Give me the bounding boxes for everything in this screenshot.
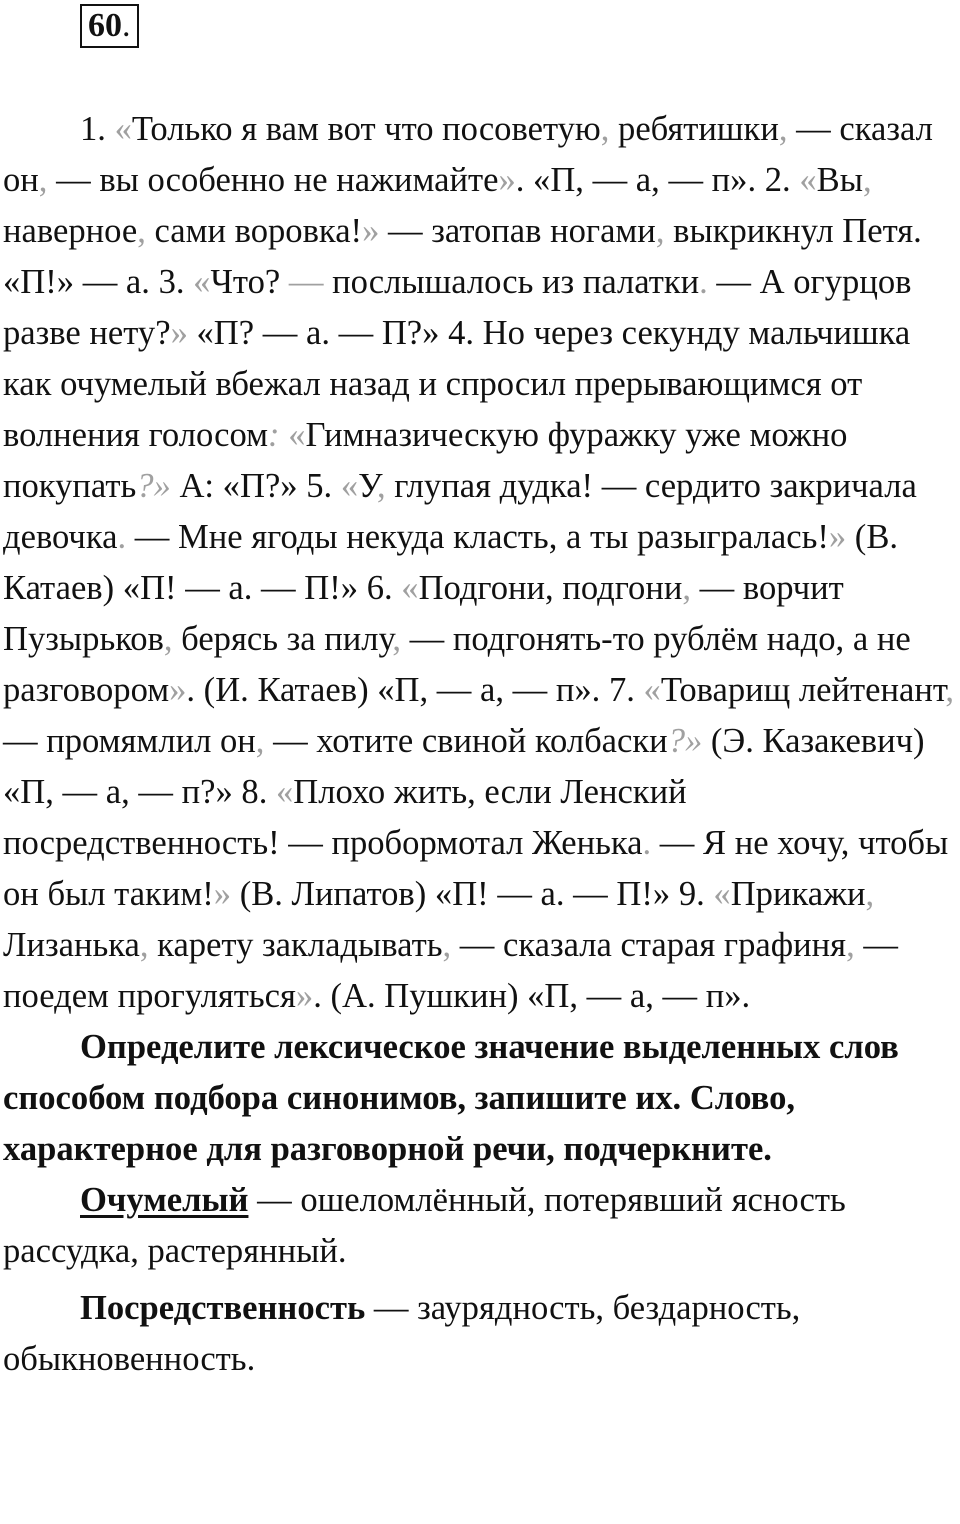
definition-1 (3, 1175, 958, 1277)
definition-2-term: Посредственность (80, 1289, 366, 1327)
highlighted-punctuation: « (340, 467, 359, 505)
highlighted-punctuation: , (945, 671, 955, 709)
text-segment: — Я не хочу, чтобы он был таким! (3, 824, 949, 913)
exercise-body (3, 104, 958, 1385)
text-segment: — Мне ягоды некуда класть, а ты разыгралась! (126, 518, 829, 556)
highlighted-punctuation: , (38, 161, 48, 199)
text-segment: . (И. Катаев) «П, — а, — п». 7. (186, 671, 644, 709)
highlighted-punctuation: , (255, 722, 265, 760)
highlighted-punctuation: , (376, 467, 386, 505)
text-segment: 1. (80, 110, 115, 148)
highlighted-punctuation: , (655, 212, 665, 250)
text-segment: наверное (3, 212, 138, 250)
highlighted-punctuation: « (643, 671, 661, 709)
highlighted-punctuation: , (600, 110, 610, 148)
highlighted-punctuation: » (295, 977, 314, 1015)
text-segment: сами воровка! (145, 212, 363, 250)
definition-2-text: — заурядность, бездарность, обыкновенность. (3, 1289, 801, 1378)
highlighted-punctuation: « (401, 569, 419, 607)
highlighted-punctuation: , (682, 569, 692, 607)
highlighted-punctuation: « (288, 416, 306, 454)
definition-2 (3, 1283, 958, 1385)
text-segment: Плохо жить, если Ленский посредственность! — пробормотал Женька (3, 773, 687, 862)
text-segment: — сказала старая графиня (451, 926, 847, 964)
task-instruction: Определите лексическое значение выделенных слов способом подбора синонимов, запишите их. Слово, характерное для разговорной речи, подчеркните. (3, 1028, 899, 1168)
highlighted-punctuation: , (778, 110, 788, 148)
highlighted-punctuation: , (442, 926, 452, 964)
text-segment: ребятишки (609, 110, 779, 148)
answer-paragraph (3, 104, 958, 1022)
highlighted-punctuation: » (362, 212, 380, 250)
text-segment: . (А. Пушкин) «П, — а, — п». (313, 977, 751, 1015)
text-segment: «П? — а. — П?» 4. Но через секунду мальчишка как очумелый вбежал назад и спросил прерывающимся от волнения голосом (3, 314, 911, 454)
exercise-number-box (80, 4, 139, 48)
highlighted-punctuation: « (114, 110, 132, 148)
highlighted-punctuation: » (498, 161, 516, 199)
highlighted-punctuation: , (846, 926, 855, 964)
text-segment: Товарищ лейтенант (660, 671, 946, 709)
text-segment: — затопав ногами (379, 212, 656, 250)
text-segment: карету закладывать (148, 926, 443, 964)
text-segment: — промямлил он (3, 722, 256, 760)
text-segment: послышалось из палатки (323, 263, 700, 301)
highlighted-punctuation: » (828, 518, 847, 556)
highlighted-punctuation: . (117, 518, 127, 556)
text-segment (280, 416, 289, 454)
text-segment: — поедем прогуляться (3, 926, 898, 1015)
highlighted-punctuation: , (862, 161, 872, 199)
text-segment: глупая дудка! — сердито закричала девочка (3, 467, 917, 556)
highlighted-punctuation: « (193, 263, 211, 301)
text-segment: Подгони, подгони (418, 569, 683, 607)
highlighted-punctuation: , (163, 620, 173, 658)
text-segment: Только я вам вот что посоветую (131, 110, 601, 148)
exercise-number-suffix: . (122, 7, 131, 44)
highlighted-punctuation: — (288, 263, 324, 301)
highlighted-punctuation: : (268, 416, 280, 454)
highlighted-punctuation: , (392, 620, 402, 658)
text-segment: — хотите свиной колбаски (264, 722, 668, 760)
highlighted-punctuation: ?» (136, 467, 171, 505)
text-segment: (В. Катаев) «П! — а. — П!» 6. (3, 518, 899, 607)
text-segment: (Э. Казакевич) «П, — а, — п?» 8. (3, 722, 925, 811)
text-segment: Прикажи (730, 875, 866, 913)
definition-1-term: Очумелый (80, 1181, 249, 1219)
highlighted-punctuation: « (799, 161, 817, 199)
text-segment: берясь за пилу (172, 620, 393, 658)
text-segment: — А огурцов разве нету? (3, 263, 912, 352)
highlighted-punctuation: , (137, 212, 146, 250)
text-segment: Что? (210, 263, 289, 301)
text-segment: — ворчит Пузырьков (3, 569, 844, 658)
highlighted-punctuation: , (139, 926, 149, 964)
exercise-number: 60 (88, 7, 122, 44)
highlighted-punctuation: , (865, 875, 875, 913)
highlighted-punctuation: ?» (667, 722, 703, 760)
highlighted-punctuation: » (170, 314, 188, 352)
text-segment: А: «П?» 5. (170, 467, 341, 505)
text-segment: Гимназическую фуражку уже можно покупать (3, 416, 848, 505)
highlighted-punctuation: « (276, 773, 294, 811)
highlighted-punctuation: . (699, 263, 708, 301)
text-segment: — сказал он (3, 110, 933, 199)
text-segment: (В. Липатов) «П! — а. — П!» 9. (231, 875, 714, 913)
highlighted-punctuation: . (642, 824, 652, 862)
highlighted-punctuation: » (169, 671, 187, 709)
highlighted-punctuation: « (713, 875, 731, 913)
text-segment: Вы (816, 161, 863, 199)
text-segment: Лизанька (3, 926, 140, 964)
definition-1-text: — ошеломлённый, потерявший ясность рассудка, растерянный. (3, 1181, 846, 1270)
highlighted-punctuation: » (213, 875, 232, 913)
text-segment: — подгонять-то рублём надо, а не разговором (3, 620, 911, 709)
text-segment: У (358, 467, 377, 505)
text-segment: выкрикнул Петя. «П!» — а. 3. (3, 212, 922, 301)
text-segment: . «П, — а, — п». 2. (515, 161, 800, 199)
text-segment: — вы особенно не нажимайте (47, 161, 499, 199)
